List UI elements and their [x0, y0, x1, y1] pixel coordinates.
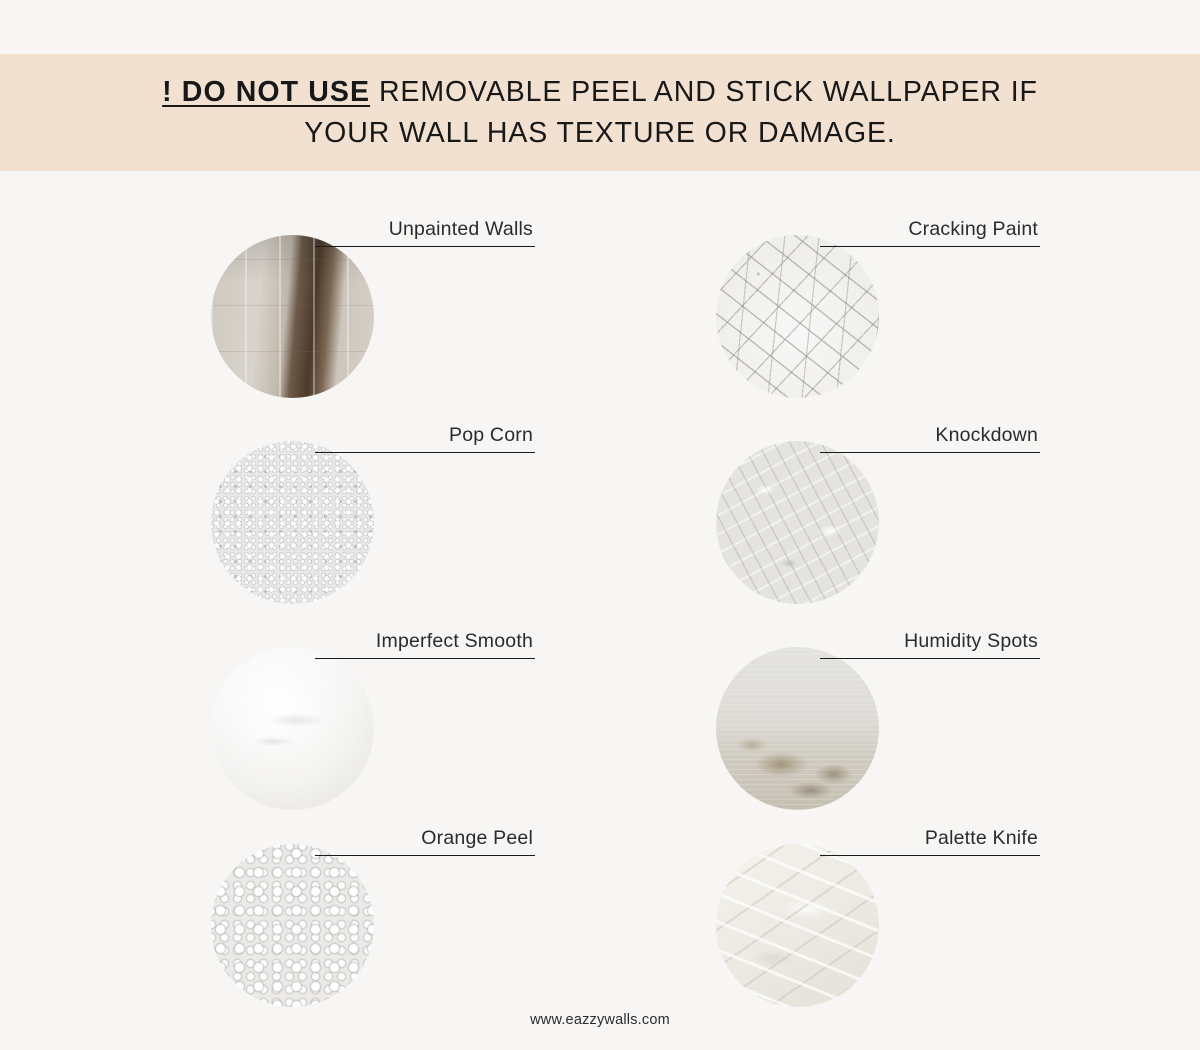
texture-label-wrap-palette-knife — [820, 826, 1040, 856]
texture-swatch-orange-peel — [211, 844, 374, 1007]
texture-label-orange-peel: Orange Peel — [421, 827, 533, 849]
texture-label-humidity-spots: Humidity Spots — [904, 630, 1038, 652]
texture-item-imperfect-smooth — [195, 629, 535, 829]
texture-swatch-imperfect-smooth — [211, 647, 374, 810]
underline-rule — [820, 658, 1040, 659]
texture-item-palette-knife — [700, 826, 1040, 1026]
texture-image-knockdown — [716, 441, 879, 604]
texture-swatch-knockdown — [716, 441, 879, 604]
underline-rule — [820, 246, 1040, 247]
texture-item-humidity-spots — [700, 629, 1040, 829]
underline-rule — [315, 658, 535, 659]
texture-examples-grid — [0, 171, 1200, 1001]
texture-item-pop-corn — [195, 423, 535, 623]
texture-item-unpainted-walls — [195, 217, 535, 417]
underline-rule — [315, 246, 535, 247]
texture-item-knockdown — [700, 423, 1040, 623]
texture-label-cracking-paint: Cracking Paint — [908, 218, 1038, 240]
texture-label-wrap-pop-corn — [315, 423, 535, 453]
texture-label-unpainted-walls: Unpainted Walls — [388, 218, 533, 240]
texture-image-pop-corn — [211, 441, 374, 604]
texture-swatch-pop-corn — [211, 441, 374, 604]
texture-label-imperfect-smooth: Imperfect Smooth — [375, 630, 533, 652]
warning-line-1-rest: REMOVABLE PEEL AND STICK WALLPAPER IF — [370, 75, 1038, 108]
warning-banner — [0, 54, 1200, 171]
texture-swatch-humidity-spots — [716, 647, 879, 810]
texture-image-cracking-paint — [716, 235, 879, 398]
texture-swatch-cracking-paint — [716, 235, 879, 398]
texture-label-wrap-orange-peel — [315, 826, 535, 856]
texture-item-orange-peel — [195, 826, 535, 1026]
texture-image-palette-knife — [716, 844, 879, 1007]
do-not-use-emphasis: ! DO NOT USE — [162, 75, 371, 108]
texture-image-imperfect-smooth — [211, 647, 374, 810]
texture-label-wrap-humidity-spots — [820, 629, 1040, 659]
texture-image-orange-peel — [211, 844, 374, 1007]
texture-image-humidity-spots — [716, 647, 879, 810]
texture-item-cracking-paint — [700, 217, 1040, 417]
warning-banner-text — [150, 72, 1050, 154]
texture-label-palette-knife: Palette Knife — [924, 827, 1038, 849]
underline-rule — [315, 855, 535, 856]
texture-label-wrap-knockdown — [820, 423, 1040, 453]
texture-swatch-unpainted-walls — [211, 235, 374, 398]
texture-label-wrap-cracking-paint — [820, 217, 1040, 247]
warning-line-2: YOUR WALL HAS TEXTURE OR DAMAGE. — [304, 116, 896, 149]
texture-image-unpainted-walls — [211, 235, 374, 398]
texture-label-pop-corn: Pop Corn — [449, 424, 533, 446]
footer-website: www.eazzywalls.com — [530, 1012, 670, 1028]
texture-swatch-palette-knife — [716, 844, 879, 1007]
underline-rule — [315, 452, 535, 453]
underline-rule — [820, 452, 1040, 453]
texture-label-knockdown: Knockdown — [935, 424, 1038, 446]
texture-label-wrap-unpainted-walls — [315, 217, 535, 247]
texture-label-wrap-imperfect-smooth — [315, 629, 535, 659]
underline-rule — [820, 855, 1040, 856]
